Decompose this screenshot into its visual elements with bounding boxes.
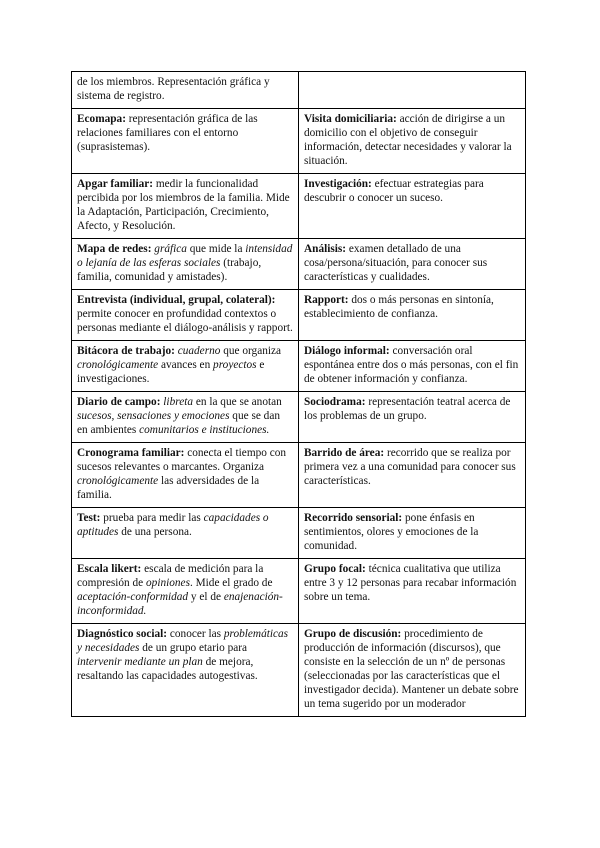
definition-text: que mide la [186, 243, 246, 255]
term-label: Rapport: [304, 294, 349, 306]
definition-text: procedimiento de producción de información (discursos), que consiste en la selección de un nº de personas (seleccionadas por las características que el investigador decida). Mantener un debate sobre un tema sugerido por un moderador [304, 628, 519, 710]
term-label: Barrido de área: [304, 447, 385, 459]
definition-text: permite conocer en profundidad contextos o personas mediante el diálogo-análisis y rapport. [77, 308, 293, 334]
term-label: Grupo focal: [304, 563, 366, 575]
left-cell [72, 559, 299, 624]
emphasis-text: cronológicamente [77, 475, 159, 487]
term-label: Bitácora de trabajo: [77, 345, 175, 357]
right-cell [299, 174, 526, 239]
definition-text: avances en [158, 359, 214, 371]
right-cell [299, 290, 526, 341]
right-cell [299, 72, 526, 109]
term-label: Diagnóstico social: [77, 628, 168, 640]
right-cell [299, 392, 526, 443]
definition-text: de los miembros. Representación gráfica y sistema de registro. [77, 76, 270, 102]
table-row [72, 508, 526, 559]
left-cell [72, 109, 299, 174]
emphasis-text: intensidad o lejanía de las esferas sociales [77, 243, 293, 269]
definition-text: en la que se anotan [193, 396, 282, 408]
left-cell [72, 174, 299, 239]
table-row [72, 341, 526, 392]
emphasis-text: sucesos, sensaciones y emociones [77, 410, 230, 422]
right-cell [299, 239, 526, 290]
table-row [72, 443, 526, 508]
left-cell [72, 341, 299, 392]
term-label: Visita domiciliaria: [304, 113, 397, 125]
right-cell [299, 341, 526, 392]
emphasis-text: cronológicamente [77, 359, 159, 371]
definition-text: que se dan en ambientes [77, 410, 280, 436]
emphasis-text: aceptación-conformidad [77, 591, 189, 603]
table-row [72, 72, 526, 109]
definition-text: que organiza [220, 345, 282, 357]
definition-text: de una persona. [118, 526, 192, 538]
term-label: Ecomapa: [77, 113, 126, 125]
emphasis-text: intervenir mediante un plan [77, 656, 203, 668]
definition-text: conversación oral espontánea entre dos o más personas, con el fin de obtener información y confianza. [304, 345, 519, 385]
definition-text: . Mide el grado de [189, 577, 273, 589]
term-label: Escala likert: [77, 563, 142, 575]
term-label: Apgar familiar: [77, 178, 154, 190]
definition-text: de un grupo etario para [139, 642, 248, 654]
table-row [72, 392, 526, 443]
definition-text: de mejora, resaltando las capacidades autogestivas. [77, 656, 258, 682]
emphasis-text: enajenación-inconformidad. [77, 591, 283, 617]
definition-text: recorrido que se realiza por primera vez a una comunidad para conocer sus características. [304, 447, 516, 487]
definition-text: efectuar estrategias para descubrir o conocer un suceso. [304, 178, 484, 204]
table-row [72, 239, 526, 290]
definition-text: representación gráfica de las relaciones familiares con el entorno (suprasistemas). [77, 113, 258, 153]
table-row [72, 559, 526, 624]
left-cell [72, 290, 299, 341]
definition-text: medir la funcionalidad percibida por los miembros de la familia. Mide la Adaptación, Participación, Crecimiento, Afecto, y Resolución. [77, 178, 290, 232]
left-cell [72, 392, 299, 443]
term-label: Test: [77, 512, 101, 524]
emphasis-text: comunitarios e instituciones. [139, 424, 270, 436]
term-label: Sociodrama: [304, 396, 366, 408]
emphasis-text: libreta [163, 396, 194, 408]
term-label: Diario de campo: [77, 396, 161, 408]
emphasis-text: proyectos [213, 359, 257, 371]
emphasis-text: opiniones [146, 577, 190, 589]
definitions-table-body [72, 72, 526, 717]
emphasis-text: problemáticas y necesidades [77, 628, 289, 654]
term-label: Recorrido sensorial: [304, 512, 403, 524]
definition-text: conecta el tiempo con sucesos relevantes o marcantes. Organiza [77, 447, 287, 473]
table-row [72, 109, 526, 174]
left-cell [72, 443, 299, 508]
definition-text: e investigaciones. [77, 359, 265, 385]
definition-text: dos o más personas en sintonía, establecimiento de confianza. [304, 294, 494, 320]
definition-text: pone énfasis en sentimientos, olores y emociones de la comunidad. [304, 512, 479, 552]
definition-text: prueba para medir las [100, 512, 204, 524]
right-cell [299, 624, 526, 717]
definition-text: representación teatral acerca de los problemas de un grupo. [304, 396, 511, 422]
term-label: Grupo de discusión: [304, 628, 402, 640]
definition-text: acción de dirigirse a un domicilio con el objetivo de conseguir información, detectar necesidades y valorar la situación. [304, 113, 512, 167]
term-label: Diálogo informal: [304, 345, 390, 357]
term-label: Investigación: [304, 178, 372, 190]
right-cell [299, 508, 526, 559]
definition-text: escala de medición para la compresión de [77, 563, 264, 589]
definition-text: las adversidades de la familia. [77, 475, 260, 501]
right-cell [299, 559, 526, 624]
right-cell [299, 443, 526, 508]
definition-text: y el de [188, 591, 224, 603]
definition-text: conocer las [167, 628, 224, 640]
left-cell [72, 508, 299, 559]
definitions-table [71, 71, 526, 717]
definition-text: (trabajo, familia, comunidad y amistades). [77, 257, 262, 283]
emphasis-text: cuaderno [177, 345, 221, 357]
left-cell [72, 72, 299, 109]
emphasis-text: gráfica [154, 243, 187, 255]
right-cell [299, 109, 526, 174]
left-cell [72, 239, 299, 290]
definition-text: examen detallado de una cosa/persona/situación, para conocer sus características y cualidades. [304, 243, 488, 283]
table-row [72, 174, 526, 239]
definition-text: técnica cualitativa que utiliza entre 3 y 12 personas para recabar información sobre un tema. [304, 563, 517, 603]
table-row [72, 290, 526, 341]
emphasis-text: capacidades o aptitudes [77, 512, 269, 538]
term-label: Cronograma familiar: [77, 447, 185, 459]
term-label: Análisis: [304, 243, 347, 255]
table-row [72, 624, 526, 717]
term-label: Mapa de redes: [77, 243, 152, 255]
left-cell [72, 624, 299, 717]
term-label: Entrevista (individual, grupal, colateral): [77, 294, 276, 306]
